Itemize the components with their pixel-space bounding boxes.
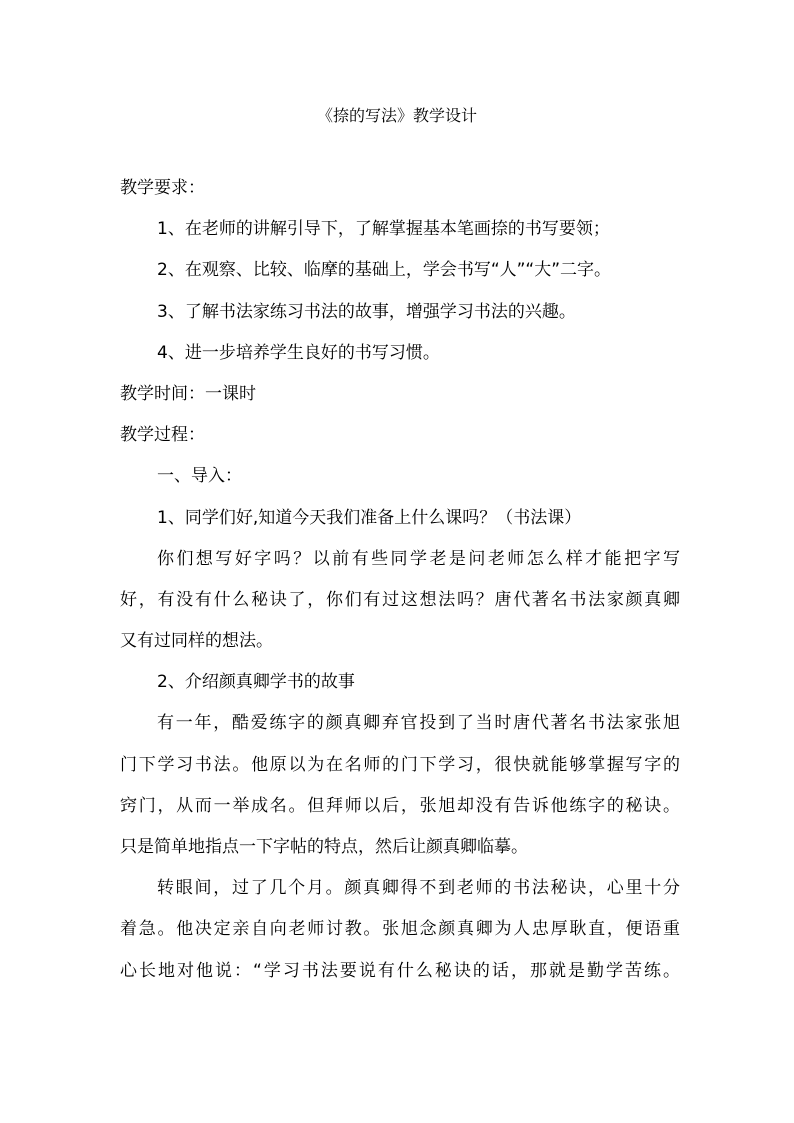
paragraph-line: 着急。他决定亲自向老师讨教。张旭念颜真卿为人忠厚耿直，便语重 <box>120 919 680 940</box>
document-body <box>120 168 680 992</box>
section-heading-time: 教学时间：一课时 <box>120 383 256 404</box>
paragraph-line: 只是简单地指点一下字帖的特点，然后让颜真卿临摹。 <box>120 837 528 857</box>
subsection-heading: 一、导入： <box>157 466 242 487</box>
paragraph-line: 门下学习书法。他原以为在名师的门下学习，很快就能够掌握写字的 <box>120 754 680 775</box>
subsection-heading: 2、介绍颜真卿学书的故事 <box>157 672 355 693</box>
requirement-item: 3、了解书法家练习书法的故事，增强学习书法的兴趣。 <box>157 301 576 322</box>
paragraph-line: 1、同学们好,知道今天我们准备上什么课吗？（书法课） <box>157 507 582 528</box>
requirement-item: 4、进一步培养学生良好的书写习惯。 <box>157 342 440 363</box>
paragraph-line: 又有过同样的想法。 <box>120 631 273 652</box>
paragraph-line: 好，有没有什么秘诀了，你们有过这想法吗？唐代著名书法家颜真卿 <box>120 589 680 610</box>
paragraph-line: 心长地对他说：“学习书法要说有什么秘诀的话，那就是勤学苦练。 <box>120 960 680 981</box>
paragraph-line: 转眼间，过了几个月。颜真卿得不到老师的书法秘诀，心里十分 <box>157 878 680 899</box>
section-heading-requirements: 教学要求： <box>120 178 205 198</box>
requirement-item: 1、在老师的讲解引导下，了解掌握基本笔画捺的书写要领； <box>157 219 610 240</box>
document-title: 《捺的写法》教学设计 <box>316 106 477 125</box>
paragraph-line: 你们想写好字吗？以前有些同学老是问老师怎么样才能把字写 <box>157 548 680 569</box>
paragraph-line: 窍门，从而一举成名。但拜师以后，张旭却没有告诉他练字的秘诀。 <box>120 795 680 816</box>
requirement-item: 2、在观察、比较、临摩的基础上，学会书写“人”“大”二字。 <box>157 260 612 281</box>
section-heading-process: 教学过程： <box>120 425 205 446</box>
paragraph-line: 有一年，酷爱练字的颜真卿弃官投到了当时唐代著名书法家张旭 <box>157 713 680 734</box>
